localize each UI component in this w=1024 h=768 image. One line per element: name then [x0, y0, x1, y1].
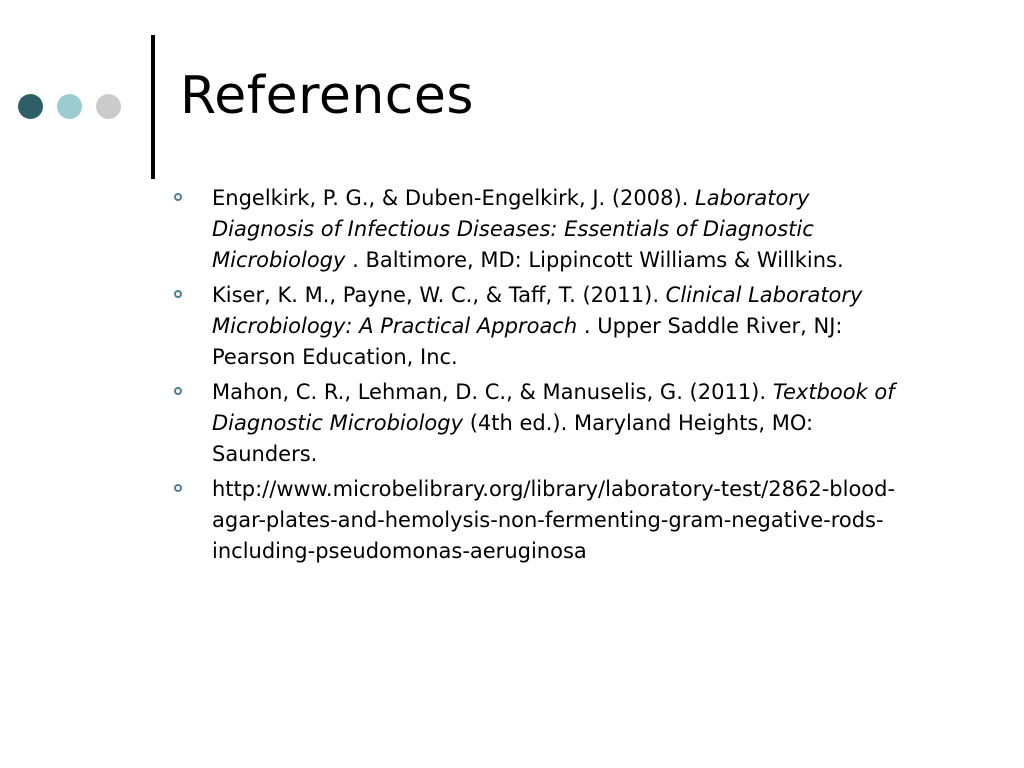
dot-dark-icon [18, 94, 43, 119]
reference-book-title: Clinical Laboratory Microbiology: A Practical Approach [212, 283, 863, 338]
dot-light-icon [57, 94, 82, 119]
reference-url: http://www.microbelibrary.org/library/laboratory-test/2862-blood-agar-plates-and-hemolysis-non-fermenting-gram-negative-rods-including-pseudomonas-aeruginosa [212, 477, 896, 563]
title-divider [151, 35, 155, 179]
reference-authors: Kiser, K. M., Payne, W. C., & Taff, T. (2011). [212, 283, 666, 307]
dot-gray-icon [96, 94, 121, 119]
bullet-icon [174, 484, 182, 492]
reference-publisher: (4th ed.). Maryland Heights, MO: Saunders. [212, 411, 814, 466]
reference-item [172, 280, 917, 373]
reference-authors: Engelkirk, P. G., & Duben-Engelkirk, J. (2008). [212, 186, 696, 210]
reference-book-title: Laboratory Diagnosis of Infectious Diseases: Essentials of Diagnostic Microbiology [212, 186, 814, 272]
references-list [172, 183, 917, 571]
decorative-dots [18, 94, 121, 119]
bullet-icon [174, 387, 182, 395]
reference-book-title: Textbook of Diagnostic Microbiology [212, 380, 895, 435]
reference-authors: Mahon, C. R., Lehman, D. C., & Manuselis, G. (2011). [212, 380, 773, 404]
reference-publisher: . Baltimore, MD: Lippincott Williams & Willkins. [345, 248, 844, 272]
bullet-icon [174, 290, 182, 298]
reference-item [172, 474, 917, 567]
reference-publisher: . Upper Saddle River, NJ: Pearson Education, Inc. [212, 314, 843, 369]
bullet-icon [174, 193, 182, 201]
reference-item [172, 183, 917, 276]
reference-item [172, 377, 917, 470]
slide-title: References [180, 66, 474, 126]
